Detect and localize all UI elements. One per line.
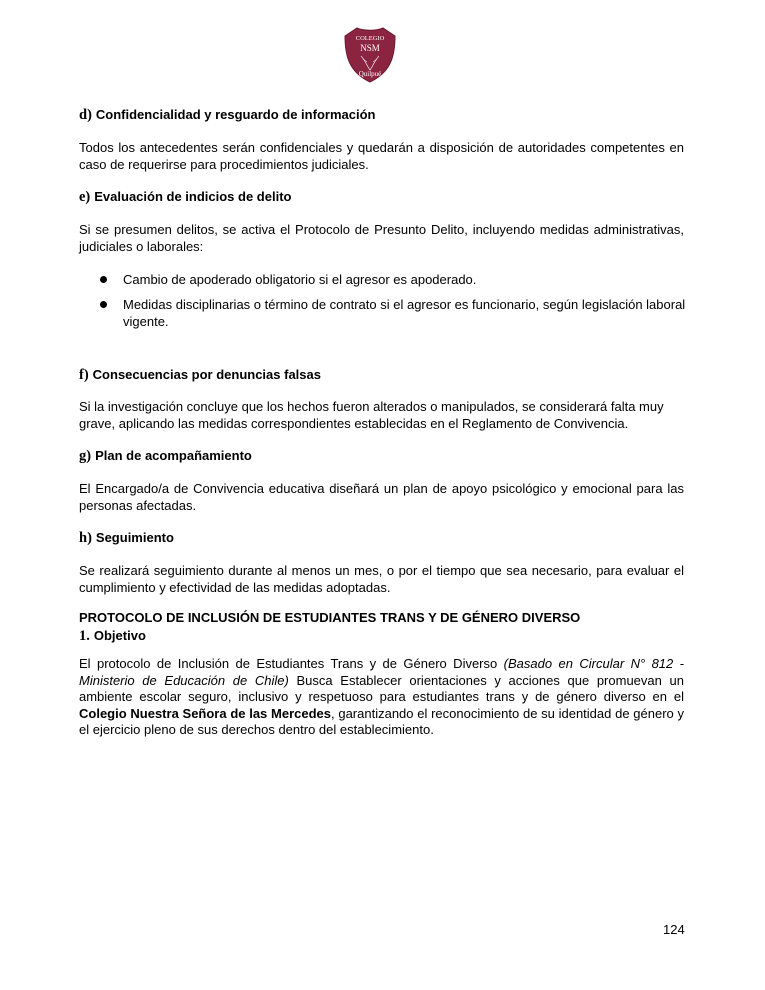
crest-text-quilpue: Quilpué (358, 70, 382, 78)
objective-body (79, 656, 684, 739)
bullet-text: Cambio de apoderado obligatorio si el agresor es apoderado. (123, 272, 477, 287)
list-item (79, 271, 691, 289)
objective-title: Objetivo (93, 628, 146, 643)
section-f-heading (79, 367, 321, 384)
section-d-title: Confidencialidad y resguardo de información (95, 107, 376, 122)
section-d-letter: d) (79, 107, 92, 123)
section-e-letter: e) (79, 189, 91, 205)
bullet-dot-icon (100, 276, 107, 283)
objective-body-text: El protocolo de Inclusión de Estudiantes Trans y de Género Diverso (79, 656, 504, 671)
crest-text-colegio: COLEGIO (355, 35, 385, 42)
school-crest-logo (343, 26, 397, 84)
objective-body-text: , garantizando el reconocimiento de su identidad de género y el ejercicio pleno de sus derechos dentro del establecimiento. (79, 705, 684, 738)
section-h-letter: h) (79, 530, 92, 546)
list-item (79, 296, 691, 331)
page-number: 124 (663, 922, 685, 937)
section-g-title: Plan de acompañamiento (95, 448, 252, 463)
section-g-body: El Encargado/a de Convivencia educativa diseñará un plan de apoyo psicológico y emocional para las personas afectadas. (79, 481, 684, 513)
objective-body-citation: (Basado en Circular N° 812 - Ministerio de Educación de Chile) (79, 656, 685, 688)
section-h-heading (79, 530, 174, 547)
objective-heading (79, 628, 146, 645)
section-h-title: Seguimiento (95, 530, 174, 545)
section-e-heading (79, 189, 291, 206)
section-d-body: Todos los antecedentes serán confidenciales y quedarán a disposición de autoridades competentes en caso de requerirse para procedimientos judiciales. (79, 140, 684, 172)
section-f-title: Consecuencias por denuncias falsas (92, 367, 321, 382)
objective-body-text: Busca Establecer orientaciones y acciones que promuevan un ambiente escolar seguro, inclusivo y respetuoso para estudiantes trans y de género diverso en el (79, 672, 684, 705)
section-f-letter: f) (79, 367, 89, 383)
section-g-letter: g) (79, 448, 92, 464)
bullet-text: Medidas disciplinarias o término de contrato si el agresor es funcionario, según legislación laboral vigente. (123, 296, 686, 329)
objective-number: 1. (79, 628, 90, 644)
section-e-bullet-list (79, 271, 691, 338)
section-d-heading (79, 107, 375, 124)
bullet-dot-icon (100, 301, 107, 308)
section-f-body: Si la investigación concluye que los hechos fueron alterados o manipulados, se considerará falta muy grave, aplicando las medidas correspondientes establecidas en el Reglamento de Convivencia. (79, 399, 664, 431)
section-h-body: Se realizará seguimiento durante al menos un mes, o por el tiempo que sea necesario, para evaluar el cumplimiento y efectividad de las medidas adoptadas. (79, 563, 684, 595)
protocol-title: PROTOCOLO DE INCLUSIÓN DE ESTUDIANTES TRANS Y DE GÉNERO DIVERSO (79, 610, 581, 625)
section-g-heading (79, 448, 252, 465)
section-e-title: Evaluación de indicios de delito (94, 189, 292, 204)
objective-body-school-name: Colegio Nuestra Señora de las Mercedes (79, 705, 331, 721)
crest-text-nsm: NSM (360, 43, 380, 53)
section-e-body: Si se presumen delitos, se activa el Protocolo de Presunto Delito, incluyendo medidas administrativas, judiciales o laborales: (79, 222, 684, 254)
